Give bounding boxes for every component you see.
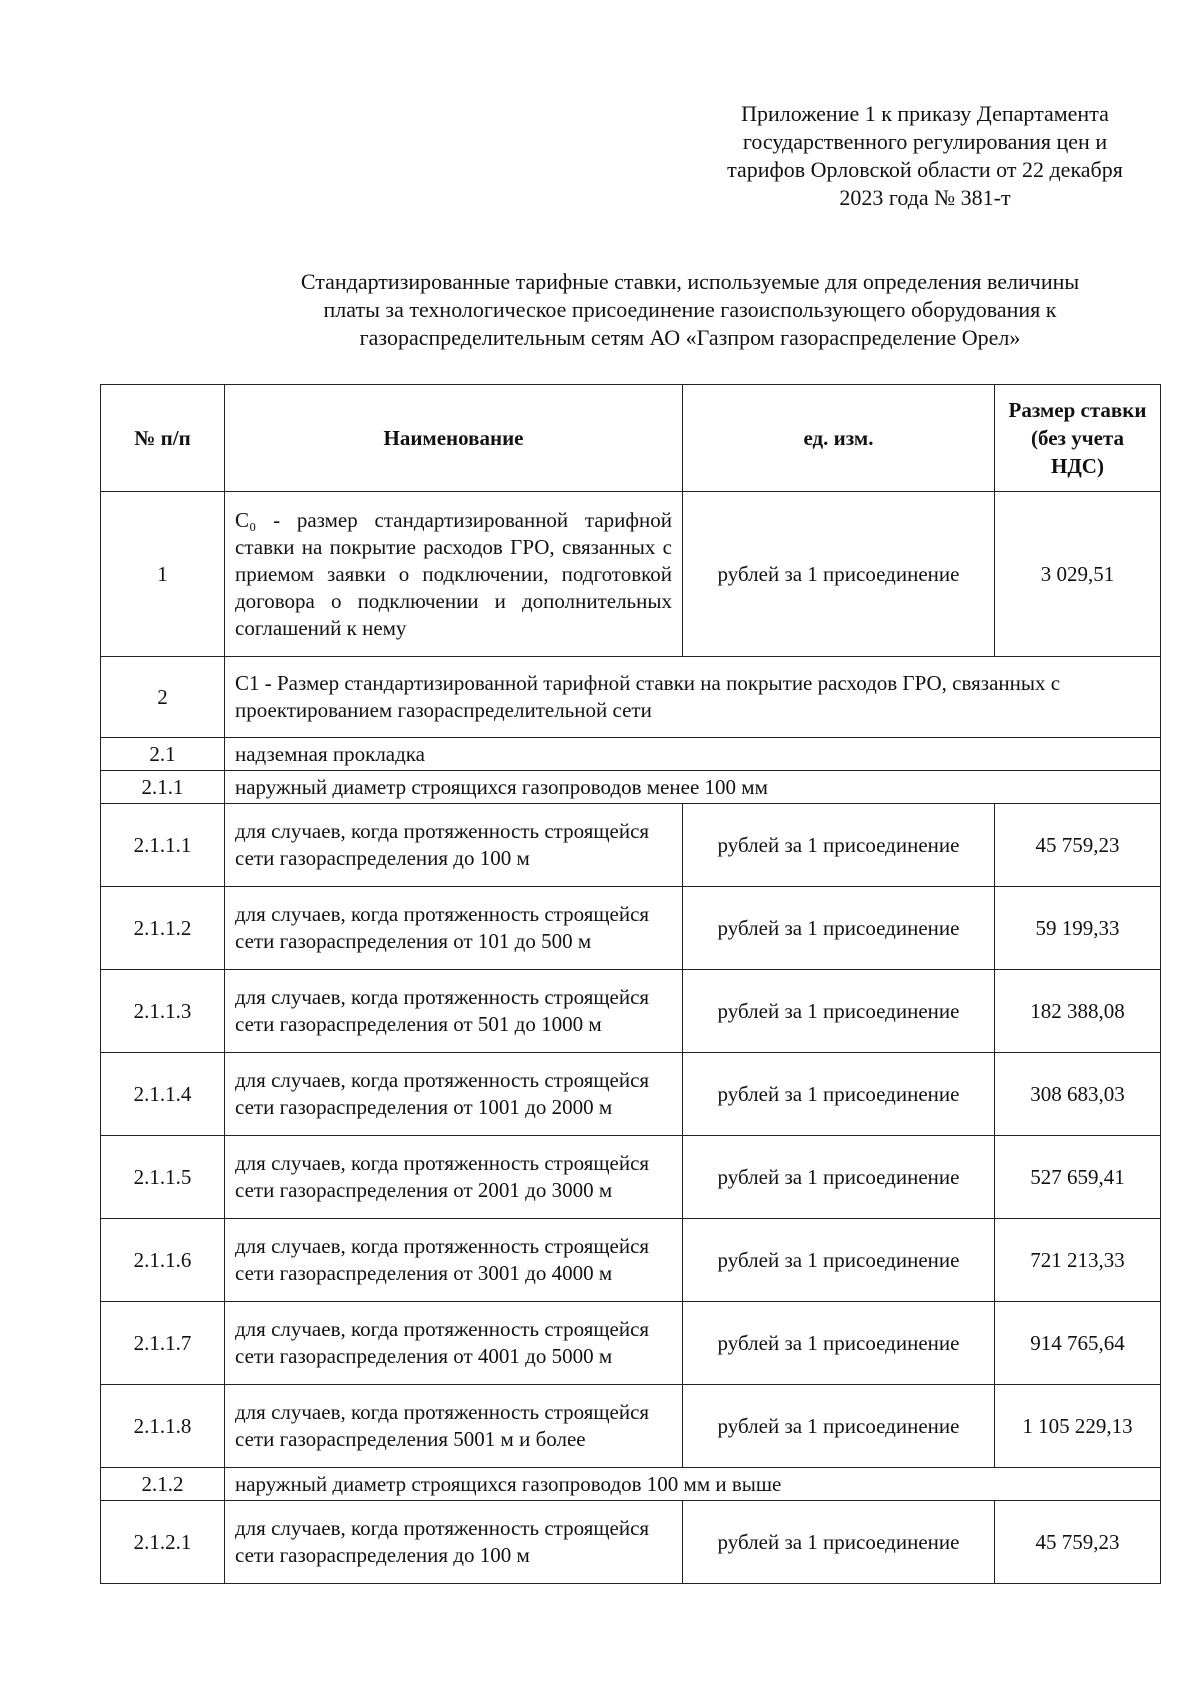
row-value: 527 659,41 <box>995 1136 1161 1219</box>
row-value: 59 199,33 <box>995 887 1161 970</box>
appendix-line: тарифов Орловской области от 22 декабря <box>727 157 1123 182</box>
row-value: 914 765,64 <box>995 1302 1161 1385</box>
row-value: 45 759,23 <box>995 1501 1161 1584</box>
row-number: 2.1.1.5 <box>101 1136 225 1219</box>
row-value: 182 388,08 <box>995 970 1161 1053</box>
row-name: наружный диаметр строящихся газопроводов 100 мм и выше <box>225 1468 1161 1501</box>
table-section-row <box>101 657 1161 738</box>
row-unit: рублей за 1 присоединение <box>683 1219 995 1302</box>
title-line: газораспределительным сетям АО «Газпром газораспределение Орел» <box>359 325 1021 350</box>
row-name: для случаев, когда протяженность строящейся сети газораспределения от 2001 до 3000 м <box>225 1136 683 1219</box>
row-unit: рублей за 1 присоединение <box>683 887 995 970</box>
row-number: 2.1.1.4 <box>101 1053 225 1136</box>
row-unit: рублей за 1 присоединение <box>683 1385 995 1468</box>
row-value: 308 683,03 <box>995 1053 1161 1136</box>
row-name: С₀ - размер стандартизированной тарифной ставки на покрытие расходов ГРО, связанных с приемом заявки о подключении, подготовкой договора о подключении и дополнительных соглашений к нему <box>225 492 683 657</box>
row-number: 2.1.1.8 <box>101 1385 225 1468</box>
row-number: 2.1 <box>101 738 225 771</box>
row-number: 2.1.1 <box>101 771 225 804</box>
appendix-line: Приложение 1 к приказу Департамента <box>741 101 1109 126</box>
header-unit: ед. изм. <box>683 385 995 492</box>
row-number: 2 <box>101 657 225 738</box>
table-row <box>101 1385 1161 1468</box>
table-header-row <box>101 385 1161 492</box>
row-name: для случаев, когда протяженность строящейся сети газораспределения от 1001 до 2000 м <box>225 1053 683 1136</box>
row-name: наружный диаметр строящихся газопроводов менее 100 мм <box>225 771 1161 804</box>
row-value: 3 029,51 <box>995 492 1161 657</box>
header-name: Наименование <box>225 385 683 492</box>
table-row <box>101 1302 1161 1385</box>
document-title <box>240 268 1140 352</box>
header-number: № п/п <box>101 385 225 492</box>
row-number: 2.1.1.7 <box>101 1302 225 1385</box>
row-value: 721 213,33 <box>995 1219 1161 1302</box>
table-row <box>101 492 1161 657</box>
row-unit: рублей за 1 присоединение <box>683 492 995 657</box>
header-rate-size: Размер ставки (без учета НДС) <box>995 385 1161 492</box>
title-line: платы за технологическое присоединение газоиспользующего оборудования к <box>323 297 1057 322</box>
row-name: для случаев, когда протяженность строящейся сети газораспределения до 100 м <box>225 804 683 887</box>
table-row <box>101 1501 1161 1584</box>
row-number: 1 <box>101 492 225 657</box>
table-section-row <box>101 771 1161 804</box>
appendix-line: 2023 года № 381-т <box>839 185 1011 210</box>
row-number: 2.1.1.3 <box>101 970 225 1053</box>
row-name: надземная прокладка <box>225 738 1161 771</box>
row-unit: рублей за 1 присоединение <box>683 1501 995 1584</box>
row-number: 2.1.2 <box>101 1468 225 1501</box>
row-unit: рублей за 1 присоединение <box>683 1136 995 1219</box>
table-row <box>101 887 1161 970</box>
row-number: 2.1.1.1 <box>101 804 225 887</box>
table-row <box>101 1053 1161 1136</box>
row-name: С1 - Размер стандартизированной тарифной ставки на покрытие расходов ГРО, связанных с проектированием газораспределительной сети <box>225 657 1161 738</box>
row-name: для случаев, когда протяженность строящейся сети газораспределения от 3001 до 4000 м <box>225 1219 683 1302</box>
row-number: 2.1.2.1 <box>101 1501 225 1584</box>
row-name: для случаев, когда протяженность строящейся сети газораспределения до 100 м <box>225 1501 683 1584</box>
row-number: 2.1.1.2 <box>101 887 225 970</box>
appendix-note <box>690 100 1160 212</box>
table-row <box>101 1136 1161 1219</box>
tariff-table <box>100 384 1161 1584</box>
title-line: Стандартизированные тарифные ставки, используемые для определения величины <box>300 269 1080 294</box>
row-name: для случаев, когда протяженность строящейся сети газораспределения от 501 до 1000 м <box>225 970 683 1053</box>
row-name: для случаев, когда протяженность строящейся сети газораспределения 5001 м и более <box>225 1385 683 1468</box>
row-unit: рублей за 1 присоединение <box>683 1302 995 1385</box>
row-number: 2.1.1.6 <box>101 1219 225 1302</box>
table-row <box>101 970 1161 1053</box>
table-section-row <box>101 1468 1161 1501</box>
row-value: 1 105 229,13 <box>995 1385 1161 1468</box>
table-row <box>101 1219 1161 1302</box>
table-row <box>101 804 1161 887</box>
row-unit: рублей за 1 присоединение <box>683 804 995 887</box>
row-value: 45 759,23 <box>995 804 1161 887</box>
row-unit: рублей за 1 присоединение <box>683 1053 995 1136</box>
row-name: для случаев, когда протяженность строящейся сети газораспределения от 4001 до 5000 м <box>225 1302 683 1385</box>
row-name: для случаев, когда протяженность строящейся сети газораспределения от 101 до 500 м <box>225 887 683 970</box>
table-section-row <box>101 738 1161 771</box>
row-unit: рублей за 1 присоединение <box>683 970 995 1053</box>
appendix-line: государственного регулирования цен и <box>742 129 1108 154</box>
